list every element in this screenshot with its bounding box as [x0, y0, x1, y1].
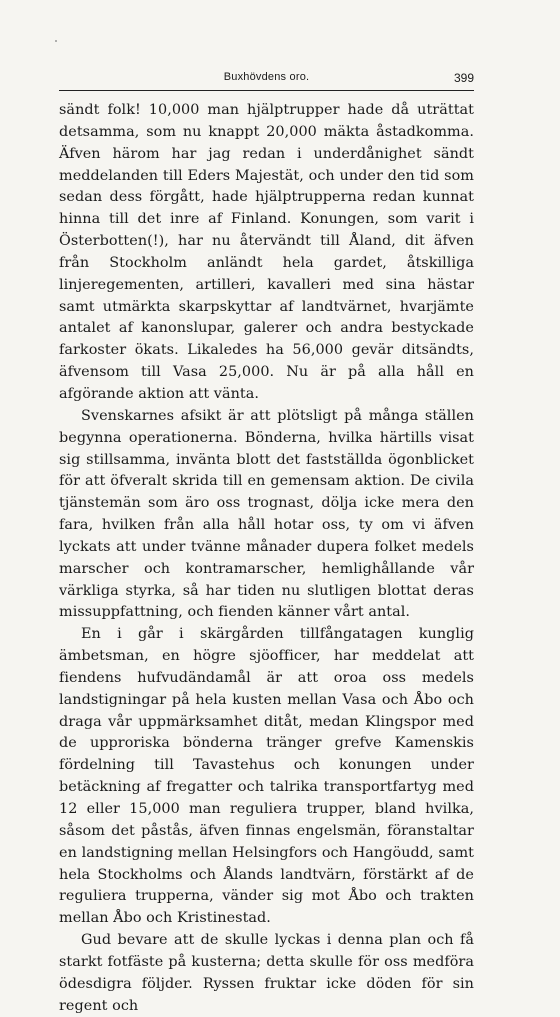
- book-page: [59, 68, 474, 1017]
- paragraph-4: Gud bevare att de skulle lyckas i denna plan och få starkt fotfäste på kusterna; detta skulle för oss medföra ödesdigra följder. Ryssen fruktar icke döden för sin regent och: [59, 932, 474, 1014]
- paragraph-1: sändt folk! 10,000 man hjälptrupper hade då uträttat detsamma, som nu knappt 20,000 mäkta åstadkomma. Äfven härom har jag redan i underdånighet sändt meddelanden till Eders Majestät, och under den tid som sedan dess förgått, hade hjälptrupperna redan kunnat hinna till det inre af Finland. Konungen, som varit i Österbotten(!), har nu återvändt till Åland, dit äfven från Stockholm anländt hela gardet, åtskilliga linjeregementen, artilleri, kavalleri med sina hästar samt utmärkta skarpskyttar af landtvärnet, hvarjämte antalet af kanonslupar, galerer och andra bestyckade farkoster ökats. Likaledes ha 56,000 gevär ditsändts, äfvensom till Vasa 25,000. Nu är på alla håll en afgörande aktion att vänta.: [59, 102, 474, 402]
- running-head: [59, 68, 474, 88]
- body-text: [59, 100, 474, 1017]
- running-title: Buxhövdens oro.: [223, 71, 310, 83]
- scan-speck: [55, 40, 57, 42]
- paragraph-2: Svenskarnes afsikt är att plötsligt på många ställen begynna operationerna. Bönderna, hvilka härtills visat sig stillsamma, invänta blott det fastställda ögonblicket för att öfveralt skrida till en gemensam aktion. De civila tjänstemän som äro oss trognast, dölja icke mera den fara, hvilken från alla håll hotar oss, ty om vi äfven lyckats att under tvänne månader dupera folket medels marscher och kontramarscher, hemlighållande vår värkliga styrka, så har tiden nu slutligen blottat deras missuppfattning, och fienden känner vårt antal.: [59, 407, 474, 621]
- paragraph-3: En i går i skärgården tillfångatagen kunglig ämbetsman, en högre sjöofficer, har meddelat att fiendens hufvudändamål är att oroa oss medels landstigningar på hela kusten mellan Vasa och Åbo och draga vår uppmärksamhet ditåt, medan Klingspor med de upproriska bönderna tränger grefve Kamenskis fördelning till Tavastehus och konungen under betäckning af fregatter och talrika transportfartyg med 12 eller 15,000 man reguliera trupper, bland hvilka, såsom det påstås, äfven finnas engelsmän, föranstaltar en landstigning mellan Helsingfors och Hangöudd, samt hela Stockholms och Ålands landtvärn, förstärkt af de reguliera trupperna, vänder sig mot Åbo och trakten mellan Åbo och Kristinestad.: [59, 626, 474, 927]
- header-rule: [59, 90, 474, 91]
- page-number: 399: [453, 71, 474, 85]
